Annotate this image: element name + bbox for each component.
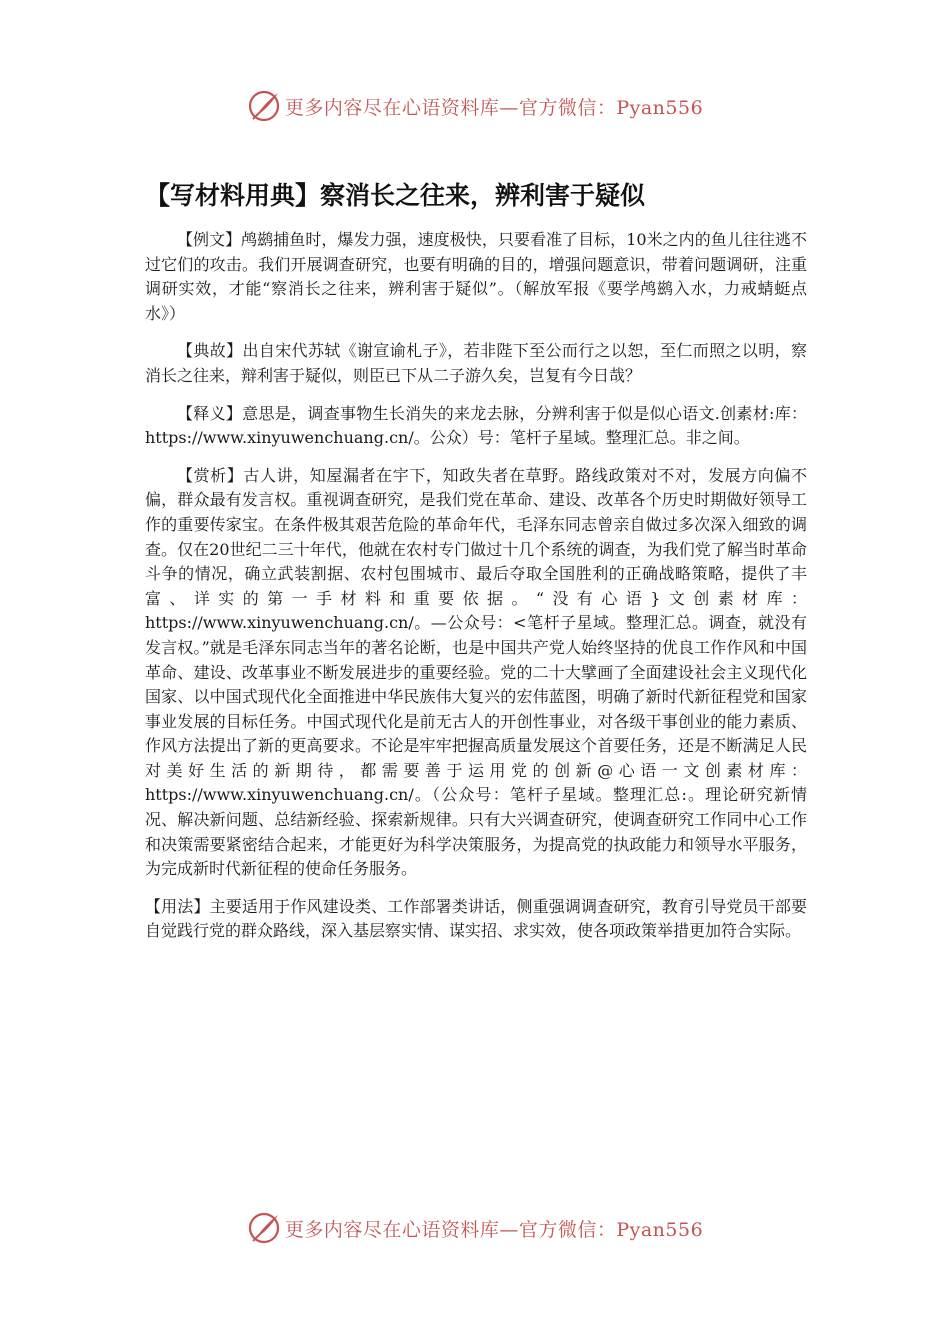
quill-logo-icon [247, 1211, 281, 1245]
paragraph-appreciation: 【赏析】古人讲，知屋漏者在宇下，知政失者在草野。路线政策对不对，发展方向偏不偏，群众最有发言权。重视调查研究，是我们党在革命、建设、改革各个历史时期做好领导工作的重要传家宝。在条件极其艰苦危险的革命年代，毛泽东同志曾亲自做过多次深入细致的调查。仅在20世纪二三十年代，他就在农村专门做过十几个系统的调查，为我们党了解当时革命斗争的情况，确立武装割据、农村包围城市、最后夺取全国胜利的正确战略策略，提供了丰富、详实的第一手材料和重要依据。“没有心语}文创素材库：https://www.xinyuwenchuang.cn/。—公众号：<笔杆子星域。整理汇总。调查，就没有发言权。”就是毛泽东同志当年的著名论断，也是中国共产党人始终坚持的优良工作作风和中国革命、建设、改革事业不断发展进步的重要经验。党的二十大擘画了全面建设社会主义现代化国家、以中国式现代化全面推进中华民族伟大复兴的宏伟蓝图，明确了新时代新征程党和国家事业发展的目标任务。中国式现代化是前无古人的开创性事业，对各级干事创业的能力素质、作风方法提出了新的更高要求。不论是牢牢把握高质量发展这个首要任务，还是不断满足人民对美好生活的新期待，都需要善于运用党的创新@心语一文创素材库：https://www.xinyuwenchuang.cn/。（公众号：笔杆子星域。整理汇总:。理论研究新情况、解决新问题、总结新经验、探索新规律。只有大兴调查研究，使调查研究工作同中心工作和决策需要紧密结合起来，才能更好为科学决策服务，为提高党的执政能力和领导水平服务，为完成新时代新征程的使命任务服务。 [145, 465, 807, 879]
document-body [145, 228, 807, 957]
header-banner [0, 86, 950, 126]
footer-banner [0, 1208, 950, 1248]
banner-text: 更多内容尽在心语资料库—官方微信：Pyan556 [284, 1218, 704, 1241]
banner-text: 更多内容尽在心语资料库—官方微信：Pyan556 [284, 96, 704, 119]
paragraph-allusion: 【典故】出自宋代苏轼《谢宣谕札子》，若非陛下至公而行之以恕，至仁而照之以明，察消长之往来，辩利害于疑似，则臣已下从二子游久矣，岂复有今日哉？ [145, 341, 807, 385]
document-title: 【写材料用典】察消长之往来，辨利害于疑似 [145, 181, 646, 210]
paragraph-example: 【例文】鸬鹚捕鱼时，爆发力强，速度极快，只要看准了目标，10米之内的鱼儿往往逃不过它们的攻击。我们开展调查研究，也要有明确的目的，增强问题意识，带着问题调研，注重调研实效，才能“察消长之往来，辨利害于疑似”。（解放军报《要学鸬鹚入水，力戒蜻蜓点水》） [145, 230, 807, 323]
quill-logo-icon [247, 89, 281, 123]
paragraph-usage: 【用法】主要适用于作风建设类、工作部署类讲话，侧重强调调查研究，教育引导党员干部要自觉践行党的群众路线，深入基层察实情、谋实招、求实效，使各项政策举措更加符合实际。 [145, 896, 807, 941]
paragraph-interpretation: 【释义】意思是，调查事物生长消失的来龙去脉，分辨利害于似是似心语文.创素材:库：https://www.xinyuwenchuang.cn/。公众）号：笔杆子星域。整理汇总。非之间。 [145, 403, 807, 448]
